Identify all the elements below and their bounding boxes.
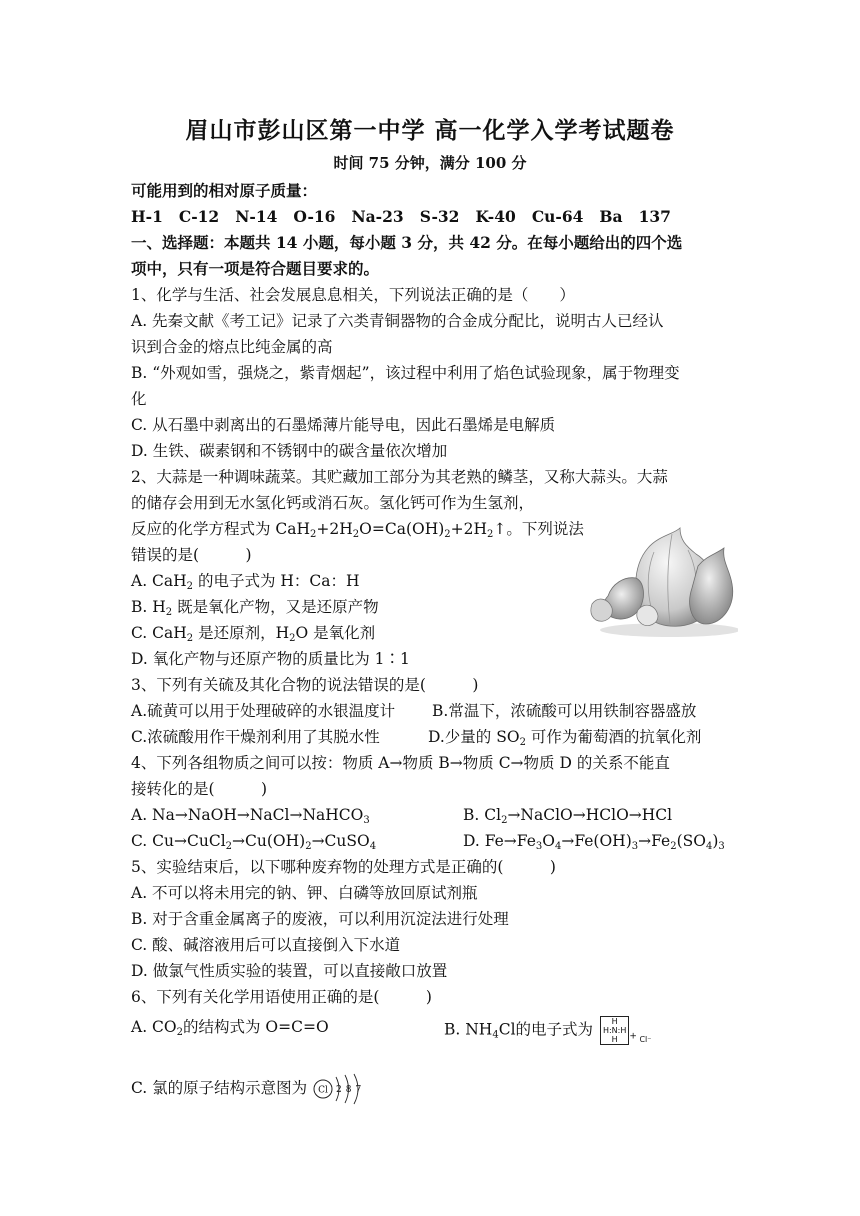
question-1-option-a-cont: 识到合金的熔点比纯金属的高 xyxy=(131,338,333,356)
question-5-stem: 5、实验结束后，以下哪种废弃物的处理方式是正确的( ) xyxy=(131,858,556,876)
mass-item: Cu-64 xyxy=(531,207,584,226)
question-6-option-a: A. $CO_2$的结构式为 O=C=O xyxy=(131,1018,329,1038)
question-6-option-b: B. $NH_4Cl$的电子式为 H H:N:H H + Cl⁻ xyxy=(444,1017,652,1044)
question-4-option-b: B. $Cl_2\to NaClO\to HClO\to HCl$ xyxy=(463,806,673,826)
question-2-equation: 反应的化学方程式为 $CaH_2+2H_2O=Ca(OH)_2+2H_2↑$。下列说法 xyxy=(131,520,584,540)
question-2-option-b: B. $H_2$ 既是氧化产物，又是还原产物 xyxy=(131,598,379,618)
question-3-option-a: A.硫黄可以用于处理破碎的水银温度计 xyxy=(131,702,396,720)
page-title: 眉山市彭山区第一中学 高一化学入学考试题卷 xyxy=(185,117,675,144)
question-1-stem: 1、化学与生活、社会发展息息相关，下列说法正确的是（ ） xyxy=(131,286,575,304)
question-2-option-d: D. 氧化产物与还原产物的质量比为 1∶1 xyxy=(131,650,410,668)
nucleus-label: Cl xyxy=(318,1085,328,1096)
section-heading: 一、选择题：本题共 14 小题，每小题 3 分，共 42 分。在每小题给出的四个选 xyxy=(131,233,683,252)
question-3-option-b: B.常温下，浓硫酸可以用铁制容器盛放 xyxy=(432,702,697,720)
question-3-option-d: D.少量的 $SO_2$ 可作为葡萄酒的抗氧化剂 xyxy=(428,728,702,748)
question-3-options-ab xyxy=(131,700,731,722)
question-1-option-a: A. 先秦文献《考工记》记录了六类青铜器物的合金成分配比，说明古人已经认 xyxy=(131,312,664,330)
question-4-option-d: D. $Fe\to Fe_3O_4\to Fe(OH)_3\to Fe_2(SO_4)_3$ xyxy=(463,832,725,852)
atomic-masses xyxy=(131,206,687,228)
garlic-image xyxy=(588,526,738,638)
ammonium-chloride-electron-formula: H H:N:H H + Cl⁻ xyxy=(600,1016,652,1045)
question-4-option-a: A. Na→NaOH→NaCl→NaHCO$_3$ xyxy=(131,806,370,826)
mass-item: H-1 xyxy=(131,207,163,226)
question-1-option-d: D. 生铁、碳素钢和不锈钢中的碳含量依次增加 xyxy=(131,442,448,460)
question-5-option-c: C. 酸、碱溶液用后可以直接倒入下水道 xyxy=(131,936,401,954)
mass-item: Na-23 xyxy=(351,207,404,226)
masses-label: 可能用到的相对原子质量： xyxy=(131,181,318,200)
question-6-stem: 6、下列有关化学用语使用正确的是( ) xyxy=(131,988,432,1006)
question-5-option-a: A. 不可以将未用完的钠、钾、白磷等放回原试剂瓶 xyxy=(131,884,478,902)
question-3-options-cd xyxy=(131,726,731,748)
question-4-options-ab xyxy=(131,804,731,826)
question-2-stem-4: 错误的是( ) xyxy=(131,546,252,564)
question-3-stem: 3、下列有关硫及其化合物的说法错误的是( ) xyxy=(131,676,479,694)
section-heading-cont: 项中，只有一项是符合题目要求的。 xyxy=(131,259,380,278)
question-4-option-c: C. $Cu\to CuCl_2\to Cu(OH)_2\to CuSO_4$ xyxy=(131,832,377,852)
question-2-option-c: C. CaH$_2$ 是还原剂，$H_2O$ 是氧化剂 xyxy=(131,624,376,644)
mass-item: 137 xyxy=(638,207,671,226)
question-6-option-c: C. 氯的原子结构示意图为 Cl 287 xyxy=(131,1072,372,1106)
chlorine-atom-structure-diagram xyxy=(312,1072,372,1106)
mass-item: O-16 xyxy=(293,207,336,226)
question-6-options-ab xyxy=(131,1016,731,1044)
mass-item: C-12 xyxy=(178,207,220,226)
shell-electrons: 287 xyxy=(336,1085,366,1095)
question-4-stem: 4、下列各组物质之间可以按：物质 A→物质 B→物质 C→物质 D 的关系不能直 xyxy=(131,754,670,772)
question-1-option-b-cont: 化 xyxy=(131,390,147,408)
question-2-stem: 2、大蒜是一种调味蔬菜。其贮藏加工部分为其老熟的鳞茎，又称大蒜头。大蒜 xyxy=(131,468,668,486)
question-2-option-a: A. CaH$_2$ 的电子式为 H：Ca：H xyxy=(131,572,360,592)
question-4-stem-2: 接转化的是( ) xyxy=(131,780,268,798)
question-3-option-c: C.浓硫酸用作干燥剂利用了其脱水性 xyxy=(131,728,380,746)
question-1-option-b: B. “外观如雪，强烧之，紫青烟起”，该过程中利用了焰色试验现象，属于物理变 xyxy=(131,364,680,382)
question-5-option-d: D. 做氯气性质实验的装置，可以直接敞口放置 xyxy=(131,962,448,980)
question-2-stem-2: 的储存会用到无水氢化钙或消石灰。氢化钙可作为生氢剂， xyxy=(131,494,535,512)
mass-item: N-14 xyxy=(235,207,278,226)
mass-item: K-40 xyxy=(475,207,516,226)
mass-item: Ba xyxy=(599,207,623,226)
question-1-option-c: C. 从石墨中剥离出的石墨烯薄片能导电，因此石墨烯是电解质 xyxy=(131,416,556,434)
mass-item: S-32 xyxy=(419,207,460,226)
exam-subtitle: 时间 75 分钟，满分 100 分 xyxy=(333,154,527,172)
question-5-option-b: B. 对于含重金属离子的废液，可以利用沉淀法进行处理 xyxy=(131,910,509,928)
question-4-options-cd xyxy=(131,830,731,852)
